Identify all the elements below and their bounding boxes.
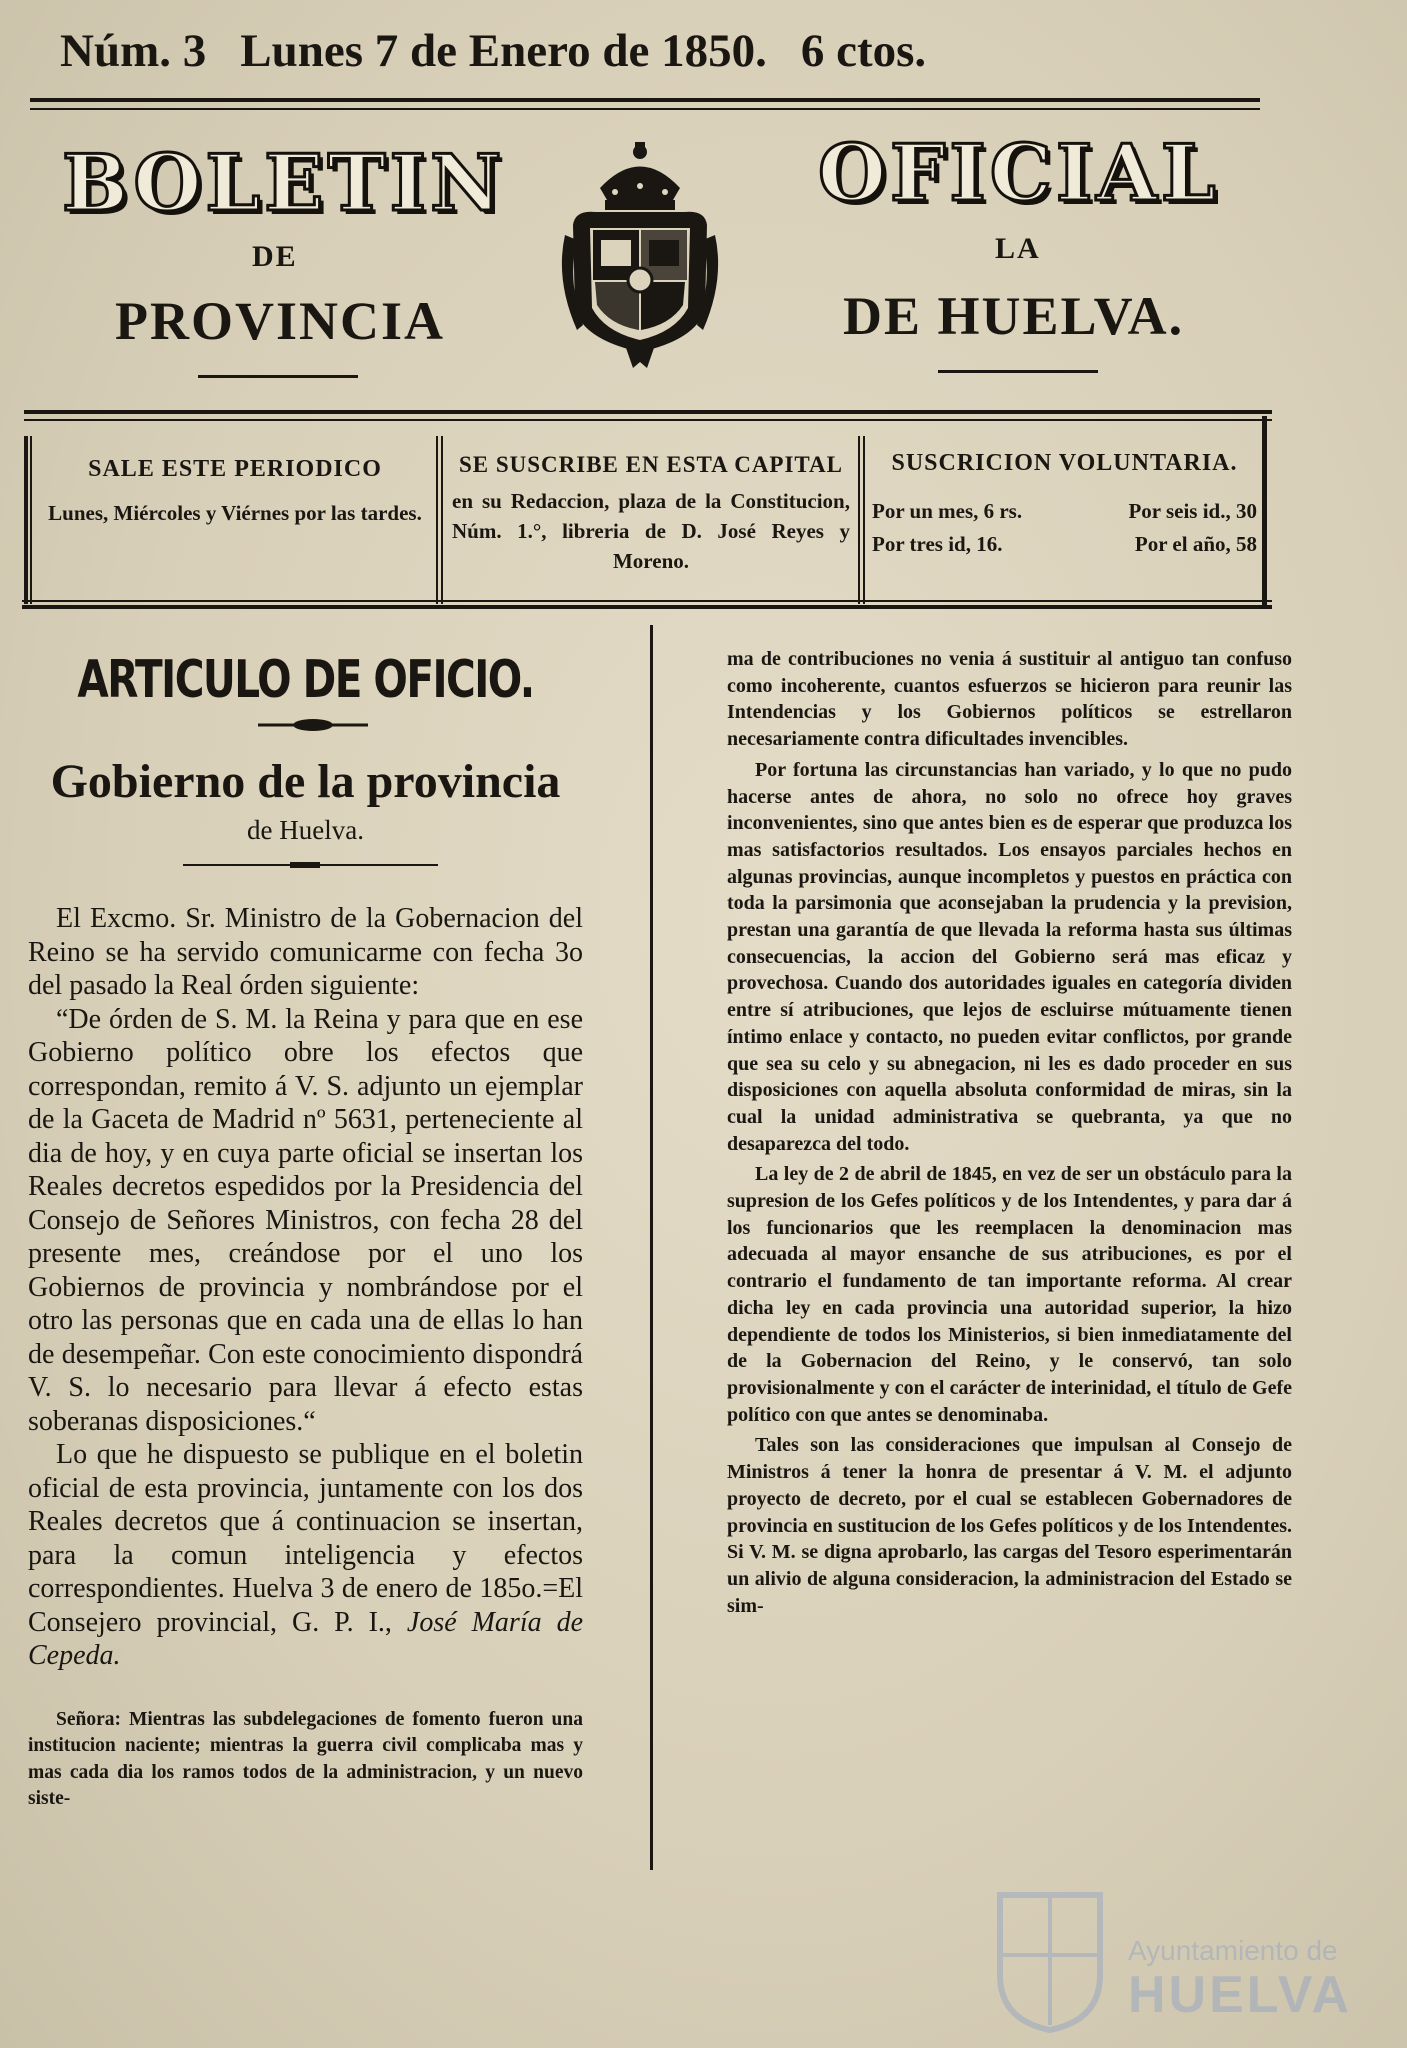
box-divider-1 (436, 436, 438, 604)
price-three-months: Por tres id, 16. (872, 532, 1003, 556)
right-column (727, 646, 1292, 1619)
masthead-underline-right (938, 370, 1098, 373)
masthead-la: LA (995, 232, 1041, 265)
ornament-divider-icon (28, 712, 583, 738)
watermark-line-1: Ayuntamiento de (1128, 1935, 1338, 1966)
price-one-year: Por el año, 58 (1134, 532, 1257, 556)
signature-name: José María de Cepeda. (28, 1606, 583, 1671)
price-one-month: Por un mes, 6 rs. (872, 499, 1023, 523)
price-six-months: Por seis id., 30 (1128, 499, 1257, 523)
box-border-right (1262, 416, 1267, 608)
top-rule-thin (30, 108, 1260, 110)
issue-date: Lunes 7 de Enero de 1850. (240, 25, 767, 77)
box-rule-bottom-thin (22, 600, 1272, 602)
column-divider (650, 625, 653, 1870)
box-border-left (24, 436, 28, 604)
paragraph-4 (28, 1707, 583, 1813)
right-paragraph-2: Por fortuna las circunstancias han variado, y lo que no pudo hacerse antes de ahora, no solo no ofrece hoy graves inconvenientes, sino que antes bien es de esperar que produzca los mas satisfactorios resultados. Los ensayos parciales hechos en algunas provincias, aunque incompletos y puestos en práctica con toda la parsimonia que aconsejaban la prudencia y la prevision, prestan una garantía de que llevada la reforma hasta sus últimas consecuencias, la accion del Gobierno será mas eficaz y provechosa. Cuando dos autoridades iguales en categoría dividen entre sí atribuciones, que lejos de escluirse mútuamente tienen íntimo enlace y contacto, no pueden evitar conflictos, por grande que sea su celo y su abnegacion, ni les es dado proceder en sus disposiciones con aquella absoluta conformidad de miras, sin la cual la unidad administrativa se quebranta, ya que no desaparezca del todo. (727, 758, 1292, 1155)
box-suscribe-body: en su Redaccion, plaza de la Constitucion, Núm. 1.°, libreria de D. José Reyes y Moreno. (452, 489, 850, 573)
salutation: Señora: (56, 1708, 121, 1730)
box-sale-title: SALE ESTE PERIODICO (88, 456, 382, 482)
watermark-crest-icon (990, 1885, 1110, 2035)
right-paragraph-4: Tales son las consideraciones que impulsan al Consejo de Ministros á tener la honra de presentar á V. M. el adjunto proyecto de decreto, por el cual se establecen Gobernadores de provincia en sustitucion de los Gefes políticos y de los Intendentes. Si V. M. se digna aprobarlo, las cargas del Tesoro esperimentarán un alivio de alguna consideracion, la administracion del Estado se sim- (727, 1434, 1292, 1617)
box-voluntaria-row-1 (872, 495, 1257, 528)
paragraph-1: El Excmo. Sr. Ministro de la Gobernacion del Reino se ha servido comunicarme con fecha 3o del pasado la Real órden siguiente: (28, 903, 583, 1001)
watermark-line-2: HUELVA (1128, 1966, 1353, 2024)
left-column (28, 650, 583, 1813)
body-text-large (28, 902, 583, 1673)
box-suscribe-title: SE SUSCRIBE EN ESTA CAPITAL (458, 452, 844, 477)
box-rule-top-thin (24, 419, 1272, 421)
box-suscribe (452, 452, 850, 576)
box-rule-bottom-thick (22, 605, 1272, 609)
box-sale-body: Lunes, Miércoles y Viérnes por las tardes. (48, 501, 422, 525)
issue-line (60, 24, 1260, 78)
right-paragraph-1: ma de contribuciones no venia á sustituir al antiguo tan confuso como incoherente, cuantos esfuerzos se hicieron para reunir las Intendencias y los Gobiernos políticos se estrellaron necesariamente contra dificultades invencibles. (727, 648, 1292, 751)
box-border-left-inner (30, 436, 32, 604)
paragraph-2: “De órden de S. M. la Reina y para que en ese Gobierno político obre los efectos que correspondan, remito á V. S. adjunto un ejemplar de la Gaceta de Madrid nº 5631, perteneciente al dia de hoy, y en cuya parte oficial se insertan los Reales decretos espedidos por la Presidencia del Consejo de Señores Ministros, con fecha 28 del presente mes, creándose por el uno los Gobiernos de provincia y nombrándose por el otro las personas que en cada una de ellas lo han de desempeñar. Con este conocimiento dispondrá V. S. lo necesario para llevar á efecto estas soberanas disposiciones.“ (28, 1003, 583, 1437)
section-subtitle: de Huelva. (247, 815, 364, 845)
issue-price: 6 ctos. (800, 25, 927, 77)
section-title: Gobierno de la provincia (50, 755, 561, 808)
masthead-provincia: PROVINCIA (115, 291, 446, 351)
masthead-de-huelva: DE HUELVA. (843, 286, 1185, 346)
masthead-underline-left (198, 375, 358, 378)
box-divider-2b (863, 436, 865, 604)
masthead-oficial: OFICIAL (818, 128, 1220, 219)
masthead-boletin: BOLETIN (62, 138, 506, 229)
paragraph-4-text: Mientras las subdelegaciones de fomento fueron una institucion naciente; mientras la guerra civil complicaba mas y mas cada dia los ramos todos de la administracion, y un nuevo siste- (28, 1708, 583, 1809)
dash-divider-icon (28, 850, 583, 880)
box-rule-top-thick (24, 410, 1272, 414)
box-voluntaria-row-2 (872, 528, 1257, 561)
paragraph-3-text: Lo que he dispuesto se publique en el boletin oficial de esta provincia, juntamente con los dos Reales decretos que á continuacion se insertan, para la comun inteligencia y efectos correspondientes. Huelva 3 de enero de 185o.=El Consejero provincial, G. P. I., (28, 1439, 583, 1638)
body-text-small (28, 1707, 583, 1813)
right-paragraph-3: La ley de 2 de abril de 1845, en vez de ser un obstáculo para la supresion de los Gefes políticos y de los Intendentes, y para dar á los funcionarios que les reemplacen la denominacion mas adecuada al mayor ensanche de sus atribuciones, es por el contrario el fundamento de tan importante reforma. Al crear dicha ley en cada provincia una autoridad superior, la hizo dependiente de todos los Ministerios, si bien inmediatamente del de la Gobernacion del Reino, y le conservó, tan solo provisionalmente y con el carácter de interinidad, el título de Gefe político con que antes se denominaba. (727, 1163, 1292, 1426)
box-voluntaria (872, 450, 1257, 561)
paragraph-3 (28, 1438, 583, 1673)
article-heading: ARTICULO DE OFICIO. (77, 650, 534, 710)
issue-number: Núm. 3 (60, 25, 207, 77)
masthead-de: DE (252, 240, 298, 273)
box-sale (40, 456, 430, 530)
box-voluntaria-title: SUSCRICION VOLUNTARIA. (891, 450, 1238, 476)
top-rule-thick (30, 98, 1260, 102)
coat-of-arms-icon (555, 140, 725, 375)
box-divider-2 (858, 436, 860, 604)
box-divider-1b (441, 436, 443, 604)
